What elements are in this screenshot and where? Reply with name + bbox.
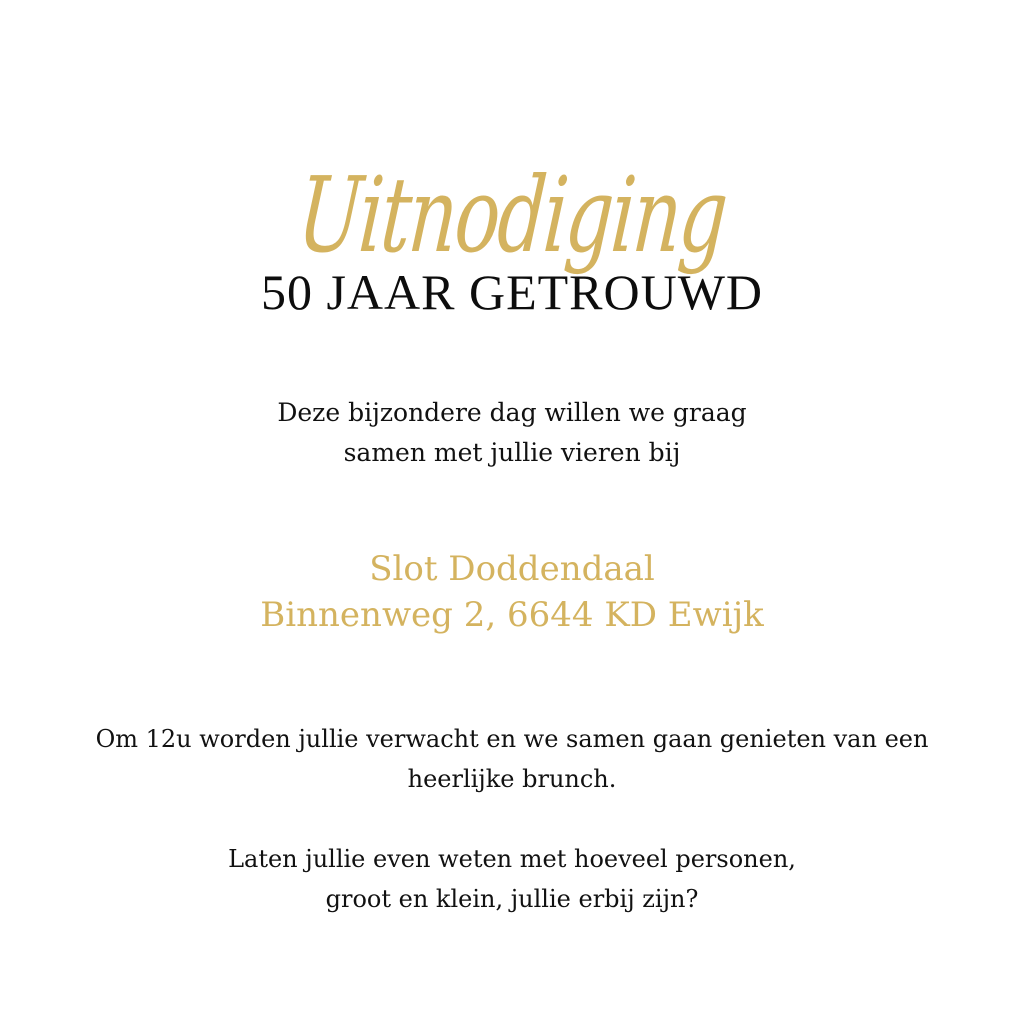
intro-line-2: samen met jullie vieren bij (343, 438, 681, 467)
venue-block (0, 546, 1024, 638)
script-title: Uitnodiging (294, 154, 730, 276)
intro-text (0, 393, 1024, 473)
details-line-2: heerlijke brunch. (407, 765, 617, 793)
details-line-1: Om 12u worden jullie verwacht en we samen gaan genieten van een (95, 725, 929, 753)
venue-address: Binnenweg 2, 6644 KD Ewijk (260, 595, 764, 635)
main-title: 50 JAAR GETROUWD (260, 264, 764, 320)
details-text (0, 719, 1024, 799)
rsvp-text (0, 839, 1024, 919)
venue-name: Slot Doddendaal (369, 549, 655, 589)
intro-line-1: Deze bijzondere dag willen we graag (277, 398, 747, 427)
rsvp-line-1: Laten jullie even weten met hoeveel personen, (228, 845, 796, 873)
rsvp-line-2: groot en klein, jullie erbij zijn? (325, 885, 699, 913)
